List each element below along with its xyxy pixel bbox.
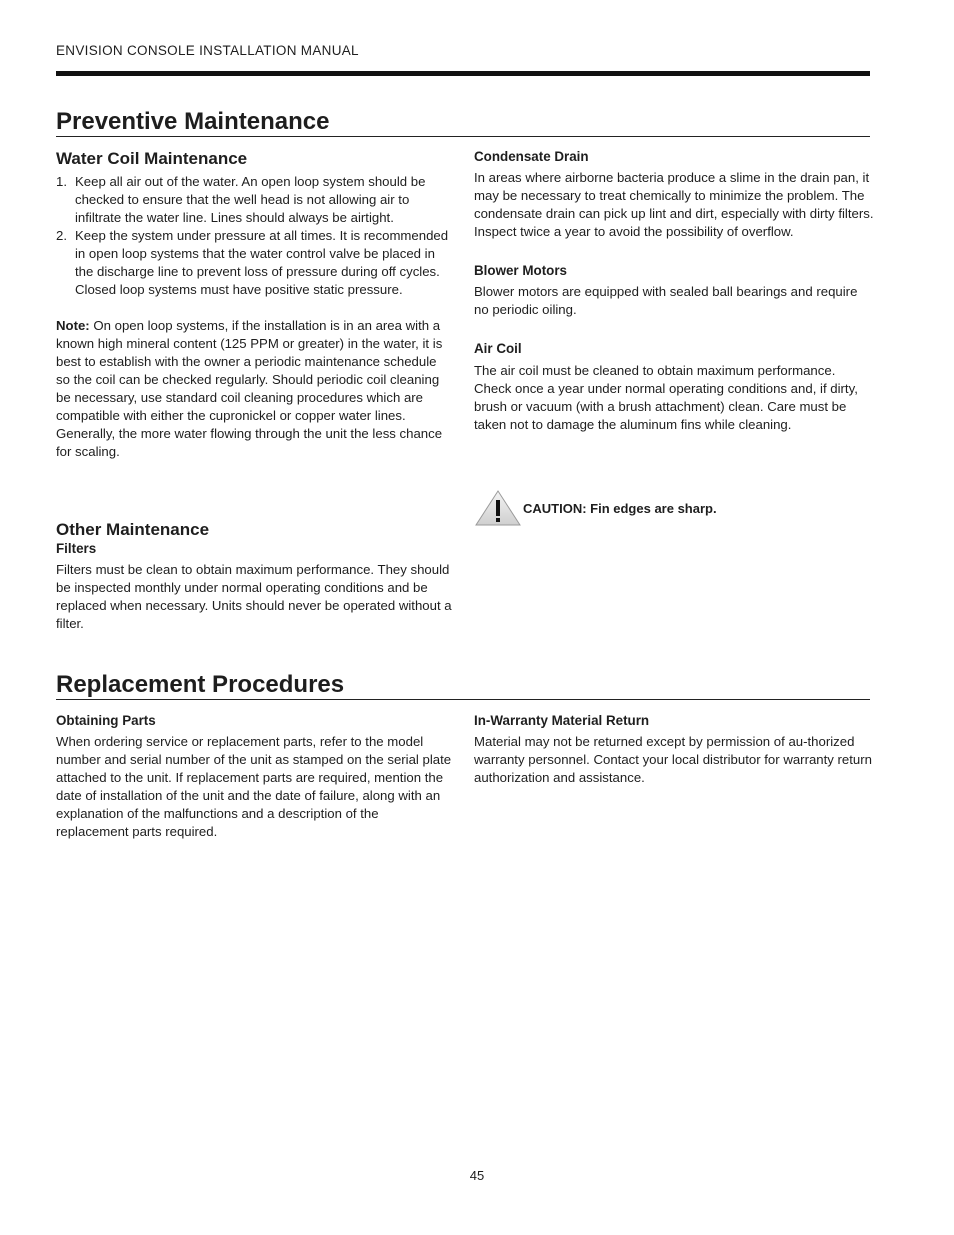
heading-air-coil: Air Coil — [474, 341, 522, 356]
list-item — [56, 173, 454, 227]
list-text: Keep the system under pressure at all times. It is recommended in open loop systems that the water control valve be placed in the discharge line to prevent loss of pressure during off cycles. Closed loop systems must have positive static pressure. — [75, 228, 449, 297]
heading-in-warranty-material-return: In-Warranty Material Return — [474, 713, 650, 728]
heading-blower-motors: Blower Motors — [474, 263, 567, 278]
blower-paragraph: Blower motors are equipped with sealed ball bearings and require no periodic oiling. — [474, 284, 858, 317]
heading-water-coil-maintenance: Water Coil Maintenance — [56, 149, 248, 168]
list-text: Keep all air out of the water. An open loop system should be checked to ensure that the well head is not allowing air to infiltrate the water line. Lines should always be airtight. — [75, 174, 426, 225]
list-number: 2. — [56, 228, 67, 243]
air-coil-paragraph: The air coil must be cleaned to obtain maximum performance. Check once a year under normal operating conditions and, if dirty, brush or vacuum (with a brush attachment) clean. Care must be taken not to damage the aluminum fins while cleaning. — [474, 363, 858, 432]
section-title-preventive-maintenance: Preventive Maintenance — [56, 108, 870, 137]
heading-other-maintenance: Other Maintenance — [56, 520, 210, 539]
warranty-paragraph: Material may not be returned except by permission of au-thorized warranty personnel. Contact your local distributor for warranty return authorization and assistance. — [474, 734, 872, 785]
running-header: ENVISION CONSOLE INSTALLATION MANUAL — [56, 43, 359, 58]
warranty-return-block — [474, 712, 874, 787]
other-maintenance-block — [56, 520, 454, 633]
note-paragraph — [56, 317, 454, 461]
note-text: On open loop systems, if the installation is in an area with a known high mineral content (125 PPM or greater) in the water, it is best to establish with the owner a periodic maintenance schedule so the coil can be checked regularly. Should periodic coil cleaning be necessary, use standard coil cleaning procedures which are compatible with either the cupronickel or copper water lines. Generally, the more water flowing through the unit the less chance for scaling. — [56, 318, 443, 459]
water-coil-steps — [56, 173, 454, 299]
obtaining-parts-paragraph: When ordering service or replacement parts, refer to the model number and serial number of the unit as stamped on the serial plate attached to the unit. If replacement parts are required, mention the date of installation of the unit and the date of failure, along with an explanation of the malfunctions and a description of the replacement parts required. — [56, 734, 452, 839]
list-item — [56, 227, 454, 299]
section-title-replacement-procedures: Replacement Procedures — [56, 671, 870, 700]
caution-text: CAUTION: Fin edges are sharp. — [523, 501, 717, 516]
page-number: 45 — [469, 1168, 485, 1183]
note-label: Note: — [56, 318, 90, 333]
heading-filters: Filters — [56, 541, 97, 556]
warning-triangle-icon — [474, 489, 522, 527]
caution-callout — [474, 489, 874, 527]
right-column-preventive — [474, 148, 874, 434]
list-number: 1. — [56, 174, 67, 189]
filters-paragraph: Filters must be clean to obtain maximum performance. They should be inspected monthly under normal operating conditions and be replaced when necessary. Units should never be operated without a filter. — [56, 562, 452, 631]
obtaining-parts-block — [56, 712, 454, 841]
heading-obtaining-parts: Obtaining Parts — [56, 713, 156, 728]
condensate-paragraph: In areas where airborne bacteria produce a slime in the drain pan, it may be necessary to treat chemically to minimize the problem. The condensate drain can pick up lint and dirt, especially with dirty filters. Inspect twice a year to avoid the possibility of overflow. — [474, 170, 874, 239]
heading-condensate-drain: Condensate Drain — [474, 149, 589, 164]
header-rule — [56, 71, 870, 76]
left-column-preventive — [56, 149, 454, 461]
